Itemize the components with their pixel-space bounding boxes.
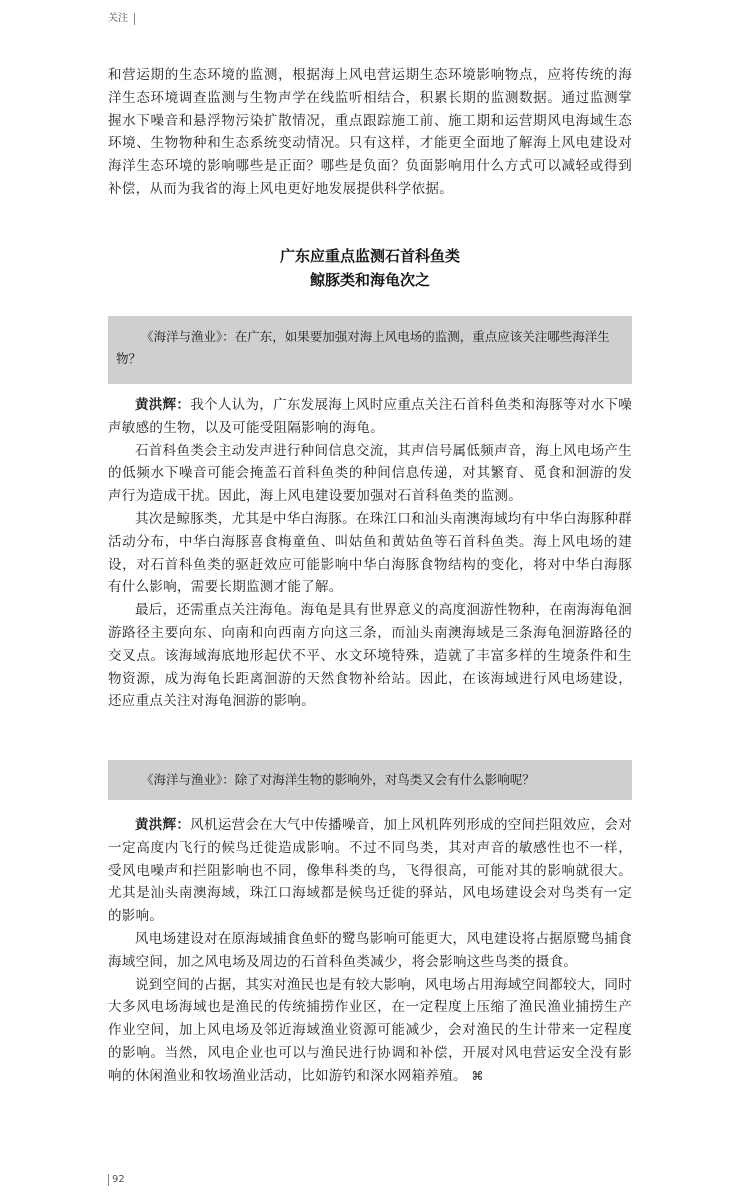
section-title-line1: 广东应重点监测石首科鱼类 — [279, 247, 460, 265]
answer2-paragraph-2: 风电场建设对在原海域捕食鱼虾的鹭鸟影响可能更大，风电建设将占据原鹭鸟捕食海域空间，加之风电场及周边的石首科鱼类减少，将会影响这些鸟类的摄食。 — [108, 930, 632, 970]
answer1-paragraph-4: 最后，还需重点关注海龟。海龟是具有世界意义的高度洄游性物种，在南海海龟洄游路径主要向东、向南和向西南方向这三条，而汕头南澳海域是三条海龟洄游路径的交叉点。该海域海底地形起伏不平、水文环境特殊，造就了丰富多样的生境条件和生物资源，成为海龟长距离洄游的天然食物补给站。因此，在该海域进行风电场建设，还应重点关注对海龟洄游的影响。 — [108, 602, 632, 710]
question-box-2 — [108, 760, 632, 800]
answer-block-2 — [108, 814, 632, 1088]
answer2-paragraph-3: 说到空间的占据，其实对渔民也是有较大影响，风电场占用海域空间都较大，同时大多风电场海域也是渔民的传统捕捞作业区，在一定程度上压缩了渔民渔业捕捞生产作业空间，加上风电场及邻近海域渔业资源可能减少，会对渔民的生计带来一定程度的影响。当然，风电企业也可以与渔民进行协调和补偿，开展对风电营运安全没有影响的休闲渔业和牧场渔业活动，比如游钓和深水网箱养殖。 ⌘ — [108, 976, 632, 1084]
end-mark-icon: ⌘ — [471, 1068, 484, 1083]
speaker-label: 黄洪辉： — [135, 397, 191, 413]
answer1-paragraph-1: 黄洪辉：我个人认为，广东发展海上风时应重点关注石首科鱼类和海豚等对水下噪声敏感的生物，以及可能受阻隔影响的海龟。 — [108, 397, 632, 436]
answer1-paragraph-2: 石首科鱼类会主动发声进行种间信息交流，其声信号属低频声音，海上风电场产生的低频水下噪音可能会掩盖石首科鱼类的种间信息传递，对其繁育、觅食和洄游的发声行为造成干扰。因此，海上风电建设要加强对石首科鱼类的监测。 — [108, 442, 632, 505]
answer1-paragraph-3: 其次是鲸豚类，尤其是中华白海豚。在珠江口和汕头南澳海域均有中华白海豚种群活动分布，中华白海豚喜食梅童鱼、叫姑鱼和黄姑鱼等石首科鱼类。海上风电场的建设，对石首科鱼类的驱赶效应可能影响中华白海豚食物结构的变化，将对中华白海豚有什么影响，需要长期监测才能了解。 — [108, 510, 632, 596]
section-title-line2: 鲸豚类和海龟次之 — [309, 271, 430, 289]
section-tag: 关注 — [108, 13, 135, 25]
question-2: 《海洋与渔业》：除了对海洋生物的影响外，对鸟类又会有什么影响呢？ — [141, 772, 535, 787]
question-1: 《海洋与渔业》：在广东，如果要加强对海上风电场的监测，重点应该关注哪些海洋生物？ — [116, 329, 610, 366]
section-title — [108, 244, 632, 292]
question-box-1 — [108, 316, 632, 384]
intro-paragraph: 和营运期的生态环境的监测，根据海上风电营运期生态环境影响物点，应将传统的海洋生态环境调查监测与生物声学在线监听相结合，积累长期的监测数据。通过监测掌握水下噪音和悬浮物污染扩散情况，重点跟踪施工前、施工期和运营期风电海域生态环境、生物物种和生态系统变动情况。只有这样，才能更全面地了解海上风电建设对海洋生态环境的影响哪些是正面？哪些是负面？负面影响用什么方式可以减轻或得到补偿，从而为我省的海上风电更好地发展提供科学依据。 — [108, 67, 632, 197]
speaker-label: 黄洪辉： — [135, 817, 191, 833]
page-number: 92 — [108, 1174, 125, 1186]
intro-block — [108, 64, 632, 201]
answer-block-1 — [108, 394, 632, 713]
answer2-paragraph-1: 黄洪辉：风机运营会在大气中传播噪音，加上风机阵列形成的空间拦阻效应，会对一定高度内飞行的候鸟迁徙造成影响。不过不同鸟类，其对声音的敏感性也不一样，受风电噪声和拦阻影响也不同，像隼科类的鸟，飞得很高，可能对其的影响就很大。尤其是汕头南澳海域，珠江口海域都是候鸟迁徙的驿站，风电场建设会对鸟类有一定的影响。 — [108, 817, 632, 925]
